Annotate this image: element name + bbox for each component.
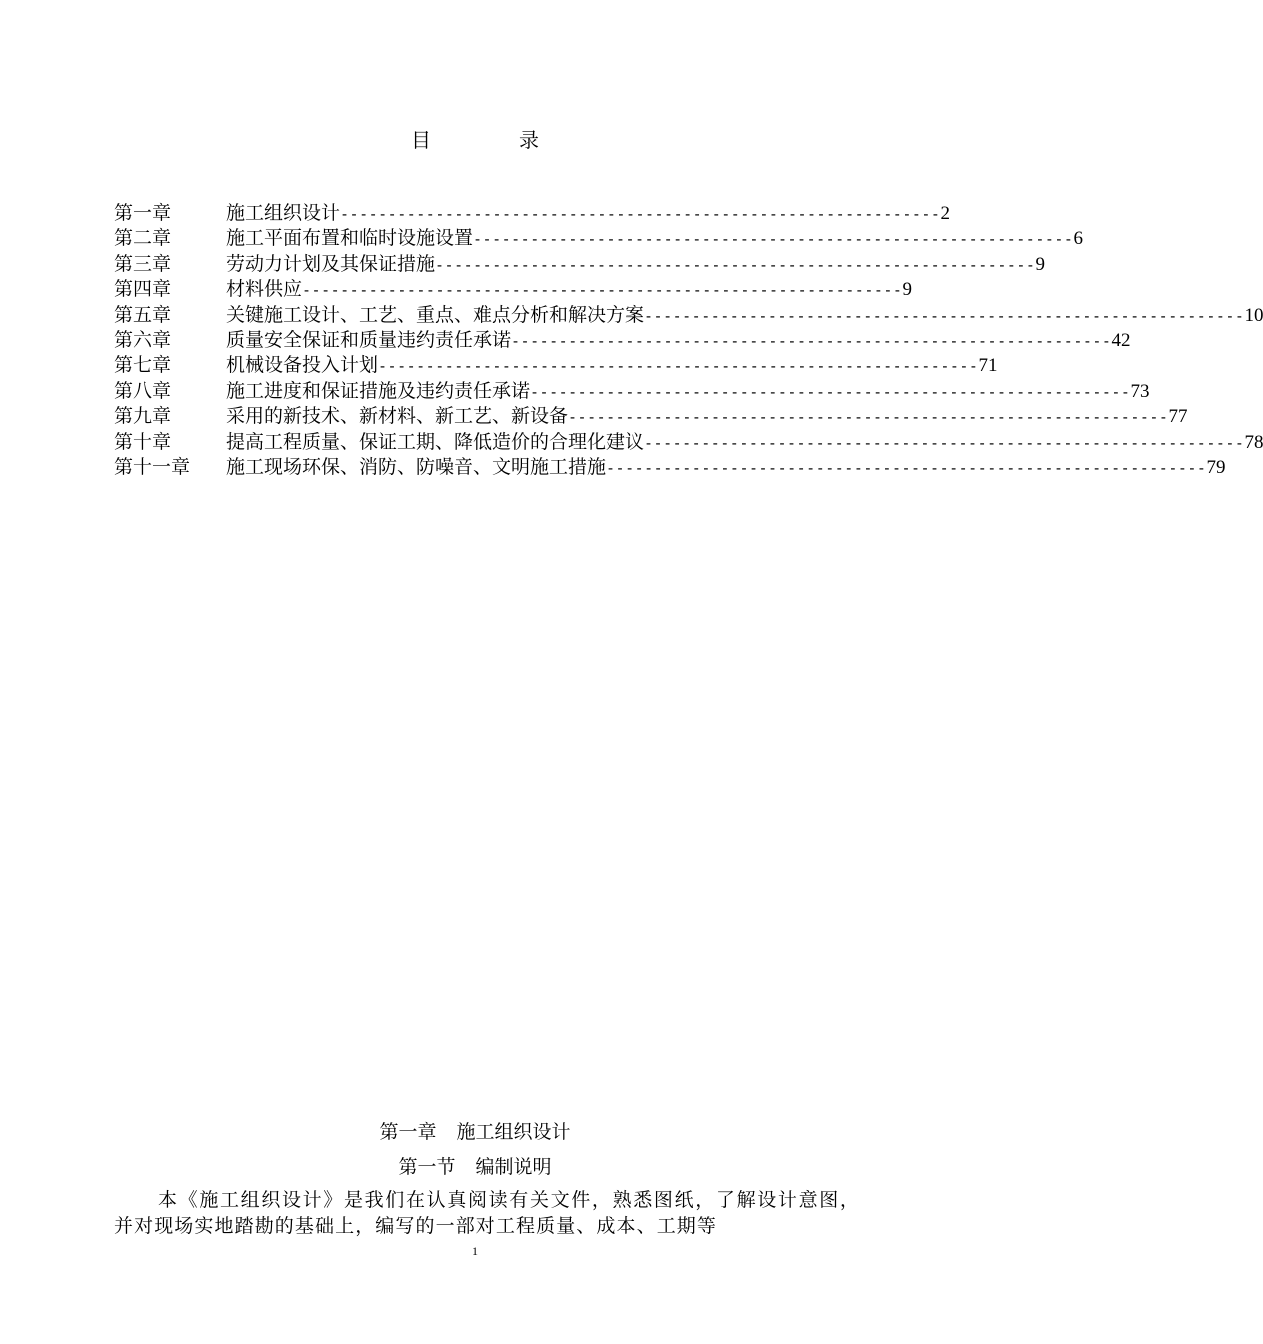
toc-entry[interactable] <box>114 430 1263 455</box>
toc-page-number: 6 <box>1073 228 1083 250</box>
toc-page-number: 73 <box>1130 380 1150 402</box>
toc-page-number: 10 <box>1244 304 1263 326</box>
toc-chapter-title: 施工现场环保、消防、防噪音、文明施工措施 <box>226 455 607 478</box>
toc-entry[interactable] <box>114 404 1188 429</box>
chapter-heading <box>0 1117 950 1144</box>
toc-leader: --------------------------------------------------------------- <box>530 382 1131 401</box>
toc-leader: --------------------------------------------------------------- <box>644 306 1245 325</box>
toc-chapter-title: 施工组织设计 <box>226 202 341 224</box>
section-heading <box>0 1152 950 1179</box>
table-of-contents <box>114 201 1263 480</box>
toc-page-number: 79 <box>1206 456 1226 478</box>
toc-chapter-title: 施工进度和保证措施及违约责任承诺 <box>226 379 531 402</box>
toc-page-number: 77 <box>1168 406 1188 428</box>
toc-entry[interactable] <box>114 328 1131 353</box>
toc-entry[interactable] <box>114 277 912 302</box>
toc-page-number: 78 <box>1244 431 1263 453</box>
toc-chapter-number: 第二章 <box>114 227 172 250</box>
toc-chapter-title: 材料供应 <box>226 278 303 301</box>
section-title: 编制说明 <box>475 1156 552 1178</box>
toc-chapter-number: 第一章 <box>114 202 172 224</box>
toc-chapter-title: 提高工程质量、保证工期、降低造价的合理化建议 <box>226 430 645 453</box>
toc-entry[interactable] <box>114 455 1226 480</box>
toc-chapter-number: 第五章 <box>114 303 172 326</box>
toc-entry[interactable] <box>114 379 1150 404</box>
toc-leader: --------------------------------------------------------------- <box>511 331 1112 350</box>
toc-chapter-title: 质量安全保证和质量违约责任承诺 <box>226 328 512 351</box>
toc-chapter-title: 采用的新技术、新材料、新工艺、新设备 <box>226 405 569 428</box>
toc-leader: --------------------------------------------------------------- <box>644 433 1245 452</box>
toc-chapter-number: 第七章 <box>114 354 172 377</box>
toc-entry[interactable] <box>114 226 1083 251</box>
toc-chapter-title: 关键施工设计、工艺、重点、难点分析和解决方案 <box>226 303 645 326</box>
toc-page-number: 42 <box>1111 329 1131 351</box>
toc-entry[interactable] <box>114 252 1045 277</box>
toc-leader: --------------------------------------------------------------- <box>378 357 979 376</box>
toc-chapter-number: 第十一章 <box>114 455 191 478</box>
toc-page-number: 9 <box>1035 253 1045 275</box>
toc-page-number: 71 <box>978 355 998 377</box>
section-number: 第一节 <box>398 1156 456 1178</box>
toc-chapter-title: 机械设备投入计划 <box>226 354 379 377</box>
toc-entry[interactable] <box>114 201 950 226</box>
toc-title: 目 录 <box>411 128 573 152</box>
toc-chapter-title: 施工平面布置和临时设施设置 <box>226 227 474 250</box>
toc-chapter-number: 第八章 <box>114 379 172 402</box>
toc-chapter-number: 第九章 <box>114 405 172 428</box>
toc-leader: --------------------------------------------------------------- <box>568 408 1169 427</box>
toc-leader: --------------------------------------------------------------- <box>606 458 1207 477</box>
toc-entry[interactable] <box>114 353 998 378</box>
body-paragraph: 本《施工组织设计》是我们在认真阅读有关文件，熟悉图纸，了解设计意图，并对现场实地踏勘的基础上，编写的一部对工程质量、成本、工期等 <box>114 1189 860 1237</box>
toc-chapter-number: 第六章 <box>114 328 172 351</box>
toc-entry[interactable] <box>114 303 1263 328</box>
toc-page-number: 9 <box>902 279 912 301</box>
toc-chapter-number: 第十章 <box>114 430 172 453</box>
page-number: 1 <box>472 1244 478 1258</box>
toc-leader: --------------------------------------------------------------- <box>435 255 1036 274</box>
toc-leader: --------------------------------------------------------------- <box>340 205 941 223</box>
chapter-number: 第一章 <box>379 1121 437 1143</box>
toc-leader: --------------------------------------------------------------- <box>302 281 903 300</box>
toc-page-number: 2 <box>940 203 950 224</box>
toc-chapter-title: 劳动力计划及其保证措施 <box>226 252 436 275</box>
toc-chapter-number: 第四章 <box>114 278 172 301</box>
toc-chapter-number: 第三章 <box>114 252 172 275</box>
toc-leader: --------------------------------------------------------------- <box>473 230 1074 249</box>
chapter-title: 施工组织设计 <box>456 1121 571 1143</box>
